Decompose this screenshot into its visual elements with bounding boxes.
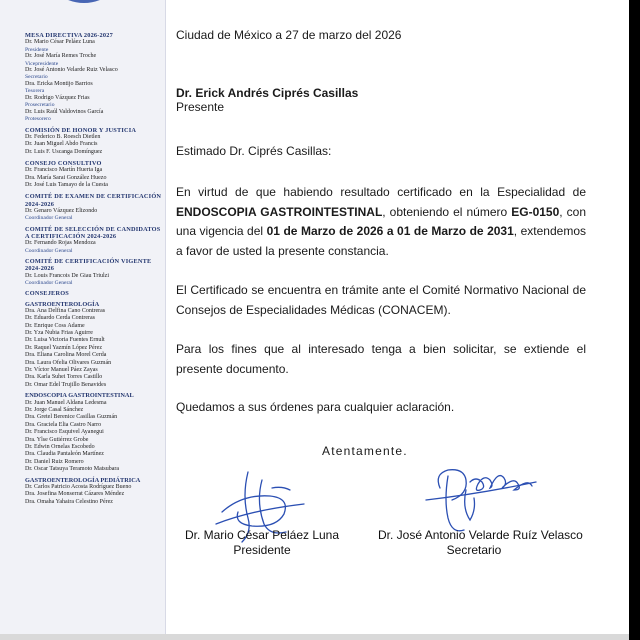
member-name: Dra. Graciela Elia Castro Narro <box>25 421 102 428</box>
member-name: Dra. Gretel Berenice Casillas Guzmán <box>25 414 118 421</box>
member-name: Dr. Francisco Esquivel Ayanegui <box>25 429 104 436</box>
sidebar-section <box>25 258 163 286</box>
signer-president-title: Presidente <box>233 543 291 557</box>
sidebar-section <box>25 32 163 123</box>
subgroup-gap <box>25 389 163 391</box>
sidebar-section <box>25 193 163 221</box>
member-name: Dr. Genaro Vázquez Elizondo <box>25 207 98 214</box>
sidebar-directory <box>0 0 166 640</box>
paragraph-conacem: El Certificado se encuentra en trámite ante el Comité Normativo Nacional de Consejos de Especialidades Médicas (CONACEM). <box>176 283 586 317</box>
p1-text-b: , obteniendo el número <box>382 204 512 219</box>
member-name: Dr. José Antonio Velarde Ruiz Velasco <box>25 67 118 74</box>
member-name: Dr. Jorge Casal Sánchez <box>25 406 84 413</box>
member-name: Dr. Rodrigo Vázquez Frias <box>25 94 90 101</box>
p1-text-c: , con una vigencia del <box>176 204 586 239</box>
member-name: Dr. Oscar Tatsuya Teramoto Matsubara <box>25 466 120 473</box>
signer-president <box>172 528 352 558</box>
section-heading: COMISIÓN DE HONOR Y JUSTICIA <box>25 126 137 134</box>
recipient-name: Dr. Erick Andrés Ciprés Casillas <box>176 86 359 100</box>
member-name: Dr. Juan Miguel Abdo Francis <box>25 141 98 148</box>
member-role: Presidente <box>25 46 49 53</box>
section-heading: COMITÉ DE SELECCIÓN DE CANDIDATOS A CERTIFICACIÓN 2024-2026 <box>25 225 161 240</box>
section-heading: MESA DIRECTIVA 2026-2027 <box>25 32 113 39</box>
sidebar-content <box>25 32 163 510</box>
member-name: Dr. Daniel Ruiz Romero <box>25 458 84 465</box>
subgroup-heading: GASTROENTEROLOGÍA PEDIÁTRICA <box>25 476 141 484</box>
p1-text-a: En virtud de que habiendo resultado certificado en la Especialidad de <box>176 185 586 199</box>
member-name: Dra. Karla Suhei Torres Castillo <box>25 374 103 381</box>
validity-period: 01 de Marzo de 2026 a 01 de Marzo de 2031 <box>266 224 514 239</box>
member-name: Dra. Laura Ofelia Olivares Guzmán <box>25 359 112 366</box>
member-name: Dra. Claudia Pantaleón Martínez <box>25 451 104 458</box>
member-name: Dra. Omaha Yahaira Celestino Pérez <box>25 498 113 505</box>
section-heading: COMITÉ DE CERTIFICACIÓN VIGENTE 2024-2026 <box>25 258 152 273</box>
member-name: Dr. Louis Francois De Giau Triulzi <box>25 272 109 279</box>
member-name: Dra. Ylse Gutiérrez Grobe <box>25 436 89 443</box>
section-heading: COMITÉ DE EXAMEN DE CERTIFICACIÓN 2024-2026 <box>25 193 162 208</box>
sidebar-section <box>25 160 163 189</box>
member-role: Vicepresidente <box>25 60 59 67</box>
member-name: Dr. José María Remes Troche <box>25 53 97 60</box>
sidebar-section <box>25 226 163 254</box>
letter-date: Ciudad de México a 27 de marzo del 2026 <box>176 28 402 42</box>
member-name: Dr. Edwin Ornelas Escobedo <box>25 443 95 450</box>
signer-secretary-name: Dr. José Antonio Velarde Ruíz Velasco <box>378 528 583 542</box>
member-name: Dr. Luis F. Uscanga Domínguez <box>25 148 103 155</box>
member-role: Coordinador General <box>25 247 73 254</box>
member-name: Dr. Mario César Peláez Luna <box>25 39 95 46</box>
sidebar-section <box>25 290 163 506</box>
paragraph-purpose: Para los fines que al interesado tenga a bien solicitar, se extiende el presente documento. <box>176 342 586 376</box>
section-heading: CONSEJO CONSULTIVO <box>25 160 102 168</box>
page-bottom-shadow <box>0 634 640 640</box>
member-name: Dr. Eduardo Cerda Contreras <box>25 315 95 322</box>
member-role: Protesorero <box>25 116 51 123</box>
signer-president-name: Dr. Mario César Peláez Luna <box>184 528 340 542</box>
sidebar-section <box>25 127 163 156</box>
member-name: Dra. Eliana Carolina Morel Cerda <box>25 352 107 359</box>
p1-text-d: , extendemos a favor de usted la presente constancia. <box>176 224 586 258</box>
member-name: Dra. Ericka Montijo Barrios <box>25 80 93 87</box>
signer-secretary <box>378 528 583 558</box>
signer-secretary-title: Secretario <box>446 543 502 557</box>
member-name: Dra. Ana Delfina Cano Contreras <box>25 307 106 314</box>
paragraph-closing-note: Quedamos a sus órdenes para cualquier aclaración. <box>176 400 455 414</box>
member-name: Dr. Raquel Yazmín López Pérez <box>25 344 102 351</box>
member-name: Dr. Juan Manuel Aldana Ledesma <box>25 399 107 406</box>
subgroup-gap <box>25 298 163 300</box>
council-seal <box>36 0 132 20</box>
member-name: Dr. Fernando Rojas Mendoza <box>25 240 96 247</box>
member-name: Dr. Víctor Manuel Páez Zayas <box>25 367 98 374</box>
member-name: Dr. Federico B. Roesch Dietlen <box>25 133 101 140</box>
section-heading: CONSEJEROS <box>25 290 69 298</box>
member-name: Dr. Luisa Victoria Fuentes Ernult <box>25 337 105 344</box>
certificate-number: EG-0150 <box>511 204 560 219</box>
member-role: Coordinador General <box>25 279 73 286</box>
member-name: Dra. Josefina Monserrat Cázares Méndez <box>25 491 125 498</box>
member-name: Dr. Omar Edel Trujillo Benavides <box>25 381 107 388</box>
member-name: Dr. Enrique Coss Adame <box>25 322 85 329</box>
salutation: Estimado Dr. Ciprés Casillas: <box>176 144 332 158</box>
recipient-present: Presente <box>176 100 225 114</box>
member-name: Dr. Francisco Martín Huerta Iga <box>25 167 103 174</box>
closing-atentamente: Atentamente. <box>322 444 408 458</box>
member-role: Tesorera <box>25 88 45 95</box>
member-name: Dr. Carlos Patricio Acosta Rodríguez Bueno <box>25 483 132 490</box>
subgroup-heading: ENDOSCOPIA GASTROINTESTINAL <box>25 392 134 400</box>
subgroup-gap <box>25 474 163 476</box>
subgroup-heading: GASTROENTEROLOGÍA <box>25 300 100 308</box>
member-role: Secretario <box>25 74 48 81</box>
member-role: Coordinador General <box>25 215 73 222</box>
member-name: Dra. María Sarai González Huezo <box>25 174 107 181</box>
member-name: Dr. José Luis Tamayo de la Cuesta <box>25 182 108 189</box>
specialty-name: ENDOSCOPIA GASTROINTESTINAL <box>176 204 383 219</box>
paragraph-certification <box>176 183 586 261</box>
member-name: Dr. Luis Raúl Valdovinos García <box>25 108 104 115</box>
page-right-edge <box>629 0 640 640</box>
member-name: Dr. Yza Nubia Frias Aguirre <box>25 330 93 337</box>
member-role: Prosecretario <box>25 102 55 109</box>
